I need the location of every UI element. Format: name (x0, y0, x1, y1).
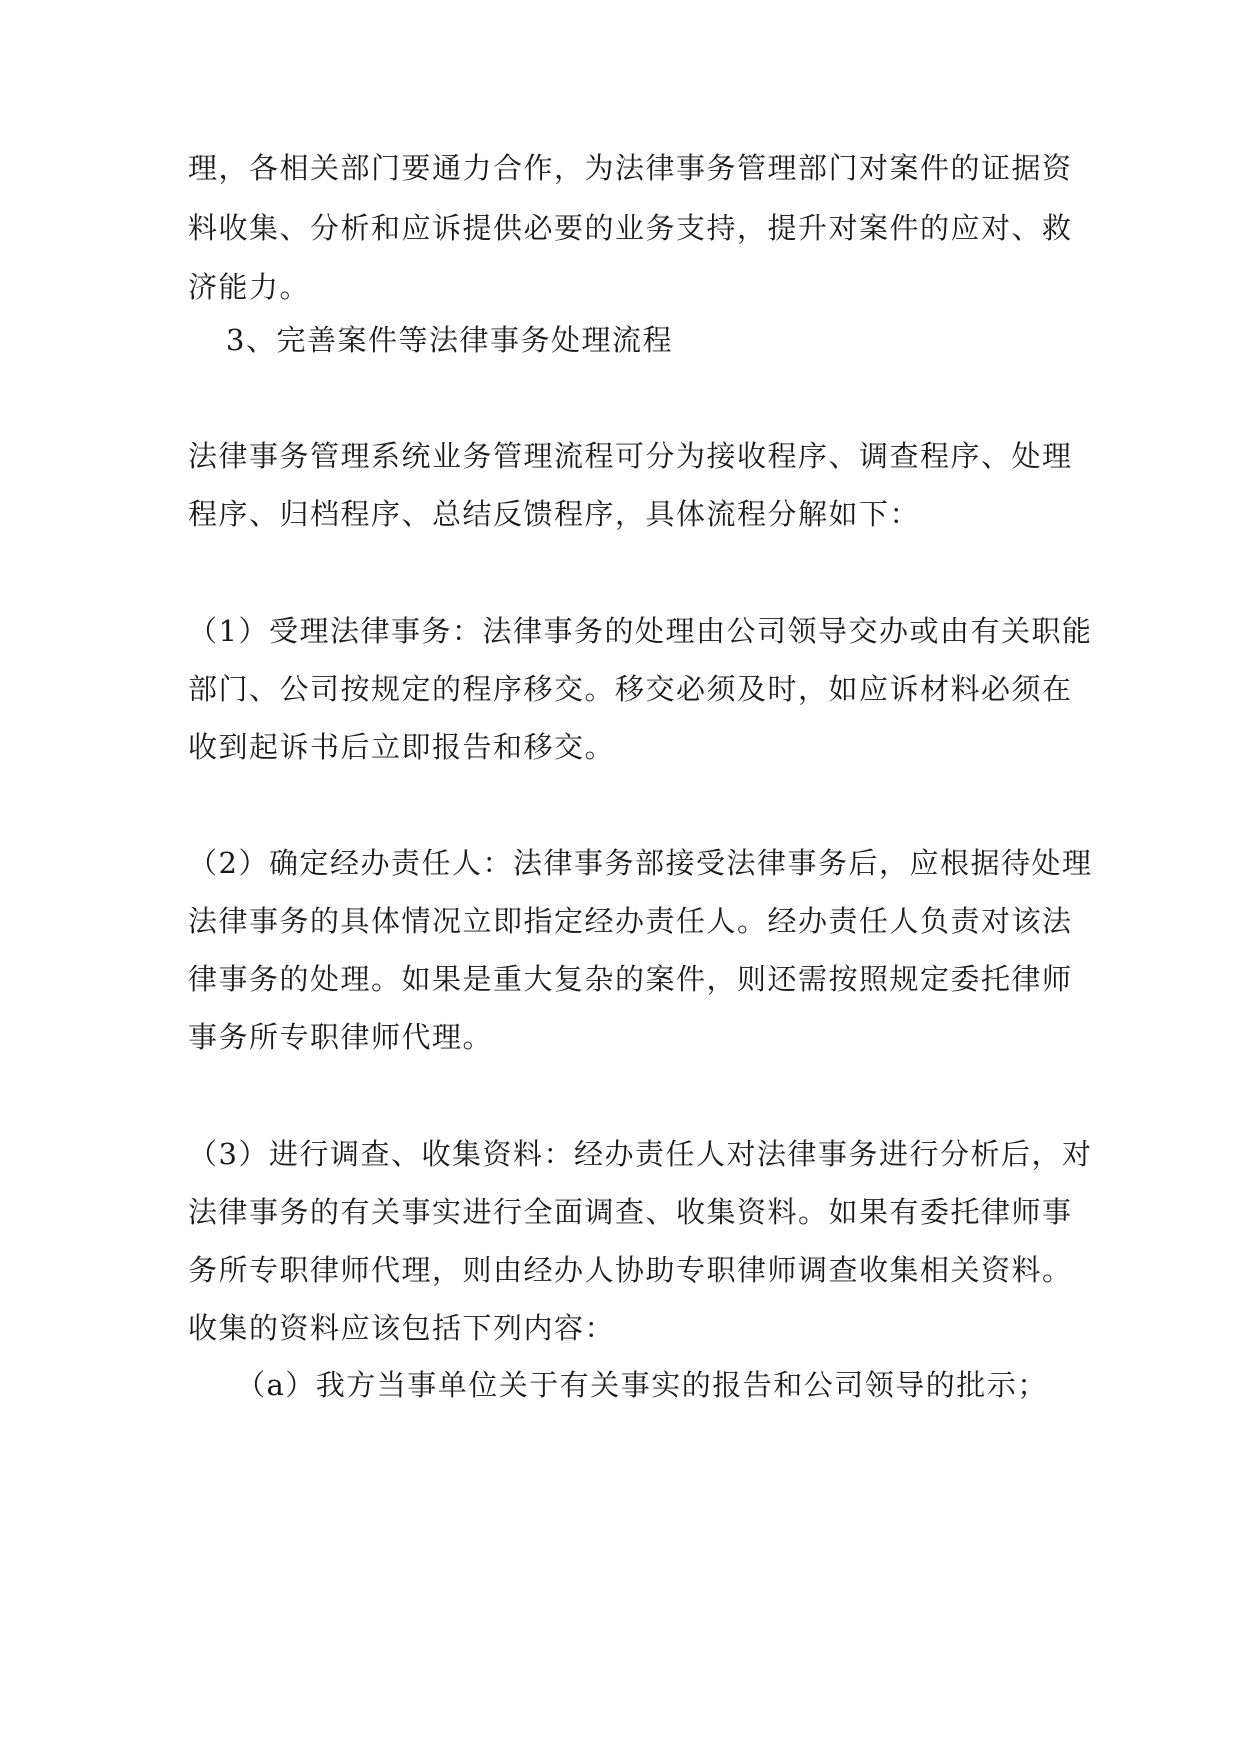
subitem-a: （a）我方当事单位关于有关事实的报告和公司领导的批示； (236, 1368, 1048, 1402)
item2-line-1: （2）确定经办责任人：法律事务部接受法律事务后，应根据待处理 (188, 846, 1093, 880)
section-heading-3: 3、完善案件等法律事务处理流程 (226, 323, 673, 357)
item1-line-1: （1）受理法律事务：法律事务的处理由公司领导交办或由有关职能 (188, 614, 1093, 648)
para2-line-2: 程序、归档程序、总结反馈程序，具体流程分解如下： (188, 497, 921, 531)
item3-line-1: （3）进行调查、收集资料：经办责任人对法律事务进行分析后，对 (188, 1137, 1093, 1171)
item3-line-4: 收集的资料应该包括下列内容： (188, 1311, 616, 1345)
item3-line-3: 务所专职律师代理，则由经办人协助专职律师调查收集相关资料。 (188, 1253, 1073, 1287)
item2-line-4: 事务所专职律师代理。 (188, 1020, 494, 1054)
item1-line-2: 部门、公司按规定的程序移交。移交必须及时，如应诉材料必须在 (188, 672, 1073, 706)
item2-line-3: 律事务的处理。如果是重大复杂的案件，则还需按照规定委托律师 (188, 962, 1073, 996)
para2-line-1: 法律事务管理系统业务管理流程可分为接收程序、调查程序、处理 (188, 439, 1073, 473)
para1-line-3: 济能力。 (188, 270, 311, 304)
para1-line-2: 料收集、分析和应诉提供必要的业务支持，提升对案件的应对、救 (188, 211, 1073, 245)
item3-line-2: 法律事务的有关事实进行全面调查、收集资料。如果有委托律师事 (188, 1195, 1073, 1229)
item2-line-2: 法律事务的具体情况立即指定经办责任人。经办责任人负责对该法 (188, 904, 1073, 938)
item1-line-3: 收到起诉书后立即报告和移交。 (188, 730, 616, 764)
para1-line-1: 理，各相关部门要通力合作，为法律事务管理部门对案件的证据资 (188, 151, 1073, 185)
